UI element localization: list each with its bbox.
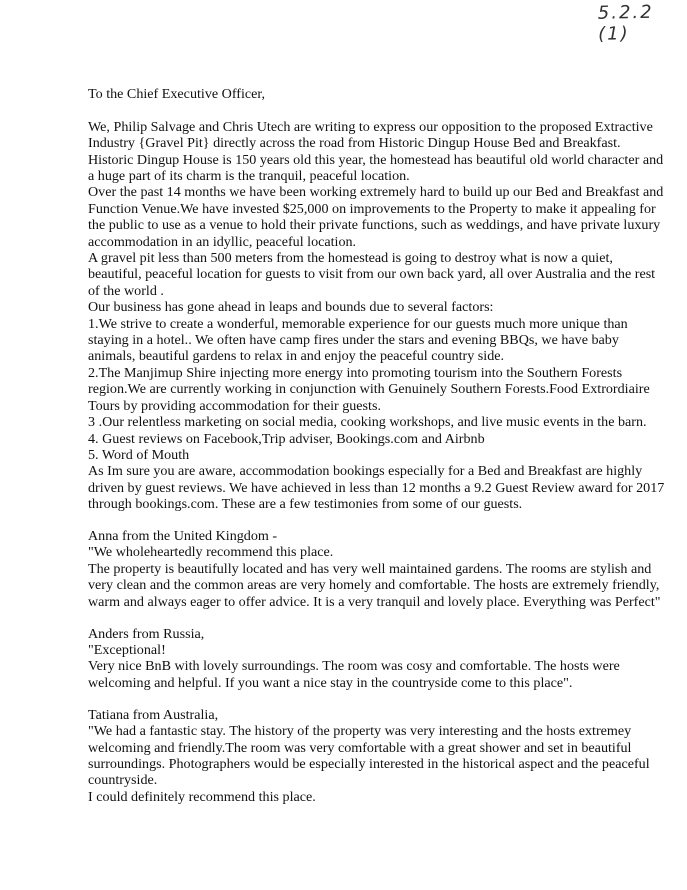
- paragraph-history: Historic Dingup House is 150 years old this year, the homestead has beautiful old world character and a huge part of its charm is the tranquil, peaceful location.: [88, 151, 664, 185]
- testimonial-text: "We had a fantastic stay. The history of the property was very interesting and the hosts extremey welcoming and friendly.The room was very comfortable with a great shower and set in beautiful surroundings. Photographers would be especially interested in the historical aspect and the peaceful countryside.: [88, 723, 650, 789]
- spacer: [88, 102, 668, 118]
- paragraph-investment: Over the past 14 months we have been working extremely hard to build up our Bed and Breakfast and Function Venue.We have invested $25,000 on improvements to the Property to make it appealing for the public to use as a venue to hold their private functions, such as weddings, and have private luxury accommodation in an idyllic, peaceful location.: [88, 184, 664, 250]
- testimonial-anders: [88, 626, 668, 692]
- letter-body: [88, 86, 668, 805]
- testimonial-anna: [88, 528, 668, 610]
- spacer: [88, 691, 668, 707]
- factor-item-4: 4. Guest reviews on Facebook,Trip adviser, Bookings.com and Airbnb: [88, 430, 485, 447]
- testimonial-author: Tatiana from Australia,: [88, 706, 219, 723]
- factor-item-2: 2.The Manjimup Shire injecting more energy into promoting tourism into the Southern Forests region.We are currently working in conjunction with Genuinely Southern Forests.Food Extrordiaire Tours by providing accommodation for their guests.: [88, 364, 650, 414]
- paragraph-reviews: As Im sure you are aware, accommodation bookings especially for a Bed and Breakfast are highly driven by guest reviews. We have achieved in less than 12 months a 9.2 Guest Review award for 2017 through bookings.com. These are a few testimonies from some of our guests.: [88, 463, 665, 513]
- handwritten-reference-number: 5.2.2 (1): [597, 1, 654, 45]
- factor-item-5: 5. Word of Mouth: [88, 446, 190, 463]
- spacer: [88, 610, 668, 626]
- testimonial-headline: "Exceptional!: [88, 641, 166, 658]
- testimonial-tatiana: [88, 707, 668, 805]
- testimonial-text: The property is beautifully located and has very well maintained gardens. The rooms are stylish and very clean and the common areas are very homely and comfortable. The hosts are extremely friendly, warm and always eager to offer advice. It is a very tranquil and lovely place. Everything was Perfect": [88, 560, 661, 610]
- spacer: [88, 513, 668, 529]
- testimonial-author: Anna from the United Kingdom -: [88, 528, 278, 545]
- testimonial-text: Very nice BnB with lovely surroundings. The room was cosy and comfortable. The hosts were welcoming and helpful. If you want a nice stay in the countryside come to this place".: [88, 658, 620, 691]
- salutation: To the Chief Executive Officer,: [88, 86, 266, 102]
- testimonial-author: Anders from Russia,: [88, 625, 205, 642]
- paragraph-gravel-pit-impact: A gravel pit less than 500 meters from the homestead is going to destroy what is now a quiet, beautiful, peaceful location for guests to visit from our own back yard, all over Australia and the rest of the world .: [88, 250, 656, 299]
- testimonial-headline: "We wholeheartedly recommend this place.: [88, 544, 334, 561]
- paragraph-factors-intro: Our business has gone ahead in leaps and bounds due to several factors:: [88, 299, 494, 316]
- factor-item-3: 3 .Our relentless marketing on social media, cooking workshops, and live music events in the barn.: [88, 414, 647, 431]
- factor-item-1: 1.We strive to create a wonderful, memorable experience for our guests much more unique than staying in a hotel.. We often have camp fires under the stars and evening BBQs, we have baby animals, beautiful gardens to relax in and enjoy the peaceful country side.: [88, 315, 628, 365]
- testimonial-closing: I could definitely recommend this place.: [88, 788, 316, 805]
- paragraph-opposition: We, Philip Salvage and Chris Utech are writing to express our opposition to the proposed Extractive Industry {Gravel Pit} directly across the road from Historic Dingup House Bed and Breakfast.: [88, 118, 653, 152]
